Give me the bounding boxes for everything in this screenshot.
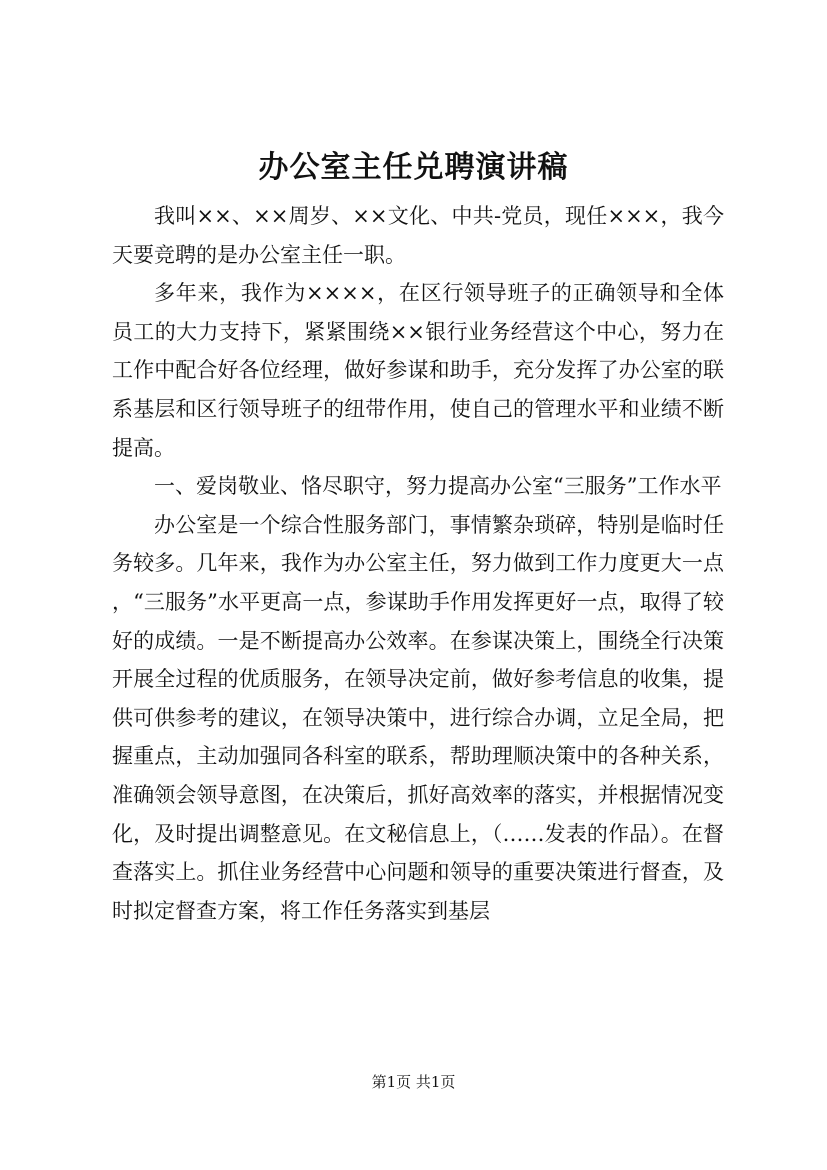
page-footer: 第1页 共1页 xyxy=(371,1073,456,1091)
paragraph-experience: 多年来，我作为××××，在区行领导班子的正确领导和全体员工的大力支持下，紧紧围绕××银行业务经营这个中心，努力在工作中配合好各位经理，做好参谋和助手，充分发挥了办公室的联系基层和区行领导班子的纽带作用，使自己的管理水平和业绩不断提高。 xyxy=(112,281,724,460)
paragraph-office-service: 办公室是一个综合性服务部门，事情繁杂琐碎，特别是临时任务较多。几年来，我作为办公室主任，努力做到工作力度更大一点，“三服务”水平更高一点，参谋助手作用发挥更好一点，取得了较好的成绩。一是不断提高办公效率。在参谋决策上，围绕全行决策开展全过程的优质服务，在领导决定前，做好参考信息的收集，提供可供参考的建议，在领导决策中，进行综合办调，立足全局，把握重点，主动加强同各科室的联系，帮助理顺决策中的各种关系，准确领会领导意图，在决策后，抓好高效率的落实，并根据情况变化，及时提出调整意见。在文秘信息上，（……发表的作品）。在督查落实上。抓住业务经营中心问题和领导的重要决策进行督查，及时拟定督查方案，将工作任务落实到基层 xyxy=(112,512,724,923)
document-body xyxy=(112,197,724,930)
paragraph-intro: 我叫××、××周岁、××文化、中共-党员，现任×××，我今天要竞聘的是办公室主任一职。 xyxy=(112,204,724,267)
section-heading: 一、爱岗敬业、恪尽职守，努力提高办公室“三服务”工作水平 xyxy=(154,474,722,499)
document-title: 办公室主任兑聘演讲稿 xyxy=(258,150,569,185)
